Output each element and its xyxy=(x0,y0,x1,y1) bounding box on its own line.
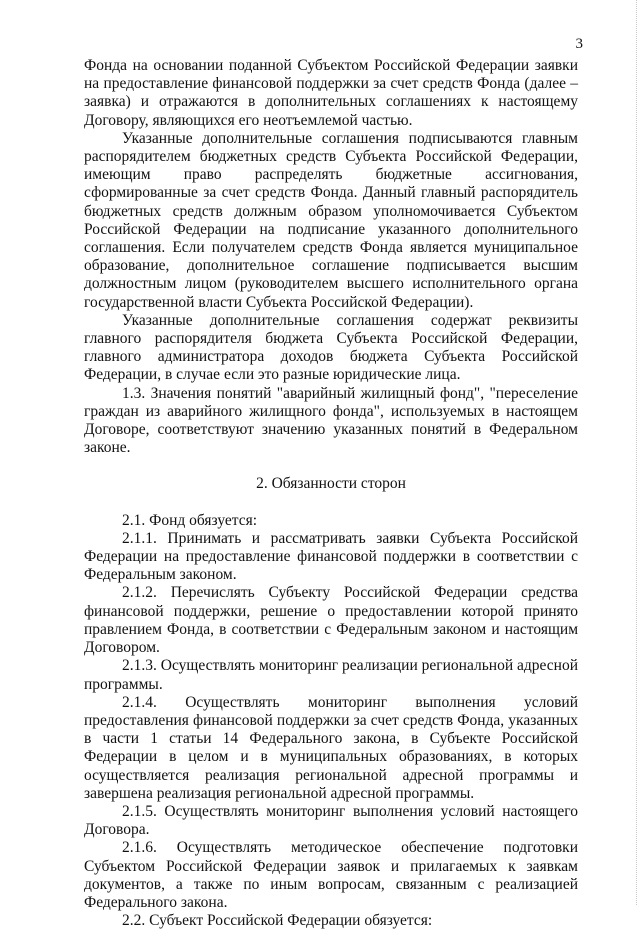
clause-2-1-3: 2.1.3. Осуществлять мониторинг реализации региональной адресной программы. xyxy=(84,657,578,693)
clause-2-1-5: 2.1.5. Осуществлять мониторинг выполнения условий настоящего Договора. xyxy=(84,802,578,839)
document-body xyxy=(84,57,578,930)
paragraph-clause-1-3: 1.3. Значения понятий "аварийный жилищный фонд", "переселение граждан из аварийного жилищного фонда", используемых в настоящем Договоре, соответствуют значению указанных понятий в Федеральном законе. xyxy=(84,384,578,457)
clause-2-1-4: 2.1.4. Осуществлять мониторинг выполнения условий предоставления финансовой поддержки за счет средств Фонда, указанных в части 1 статьи 14 Федерального закона, в Субъекте Российской Федерации в целом и в муниципальных образованиях, в которых осуществляется реализация региональной адресной программы и завершена реализация региональной адресной программы. xyxy=(84,693,578,802)
paragraph: Фонда на основании поданной Субъектом Российской Федерации заявки на предоставление финансовой поддержки за счет средств Фонда (далее – заявка) и отражаются в дополнительных соглашениях к настоящему Договору, являющихся его неотъемлемой частью. xyxy=(84,57,578,129)
clause-2-1-2: 2.1.2. Перечислять Субъекту Российской Федерации средства финансовой поддержки, решение о предоставлении которой принято правлением Фонда, в соответствии с Федеральным законом и настоящим Договором. xyxy=(84,584,578,657)
clause-2-1-1: 2.1.1. Принимать и рассматривать заявки Субъекта Российской Федерации на предоставление финансовой поддержки в соответствии с Федеральным законом. xyxy=(84,529,578,584)
section-heading: 2. Обязанности сторон xyxy=(256,475,406,493)
paragraph: Указанные дополнительные соглашения подписываются главным распорядителем бюджетных средств Субъекта Российской Федерации, имеющим право распределять бюджетные ассигнования, сформированные за счет средств Фонда. Данный главный распорядитель бюджетных средств должным образом уполномочивается Субъектом Российской Федерации на подписание указанного дополнительного соглашения. Если получателем средств Фонда является муниципальное образование, дополнительное соглашение подписывается высшим должностным лицом (руководителем высшего исполнительного органа государственной власти Субъекта Российской Федерации). xyxy=(84,129,578,311)
clause-2-2: 2.2. Субъект Российской Федерации обязуется: xyxy=(122,912,433,930)
clause-2-1: 2.1. Фонд обязуется: xyxy=(122,511,258,529)
paragraph: Указанные дополнительные соглашения содержат реквизиты главного распорядителя бюджета Субъекта Российской Федерации, главного администратора доходов бюджета Субъекта Российской Федерации, в случае если это разные юридические лица. xyxy=(84,311,578,384)
scan-edge xyxy=(632,0,637,905)
page-number: 3 xyxy=(575,36,583,52)
clause-2-1-6: 2.1.6. Осуществлять методическое обеспечение подготовки Субъектом Российской Федерации заявок и прилагаемых к заявкам документов, а также по иным вопросам, связанным с реализацией Федерального закона. xyxy=(84,839,578,911)
